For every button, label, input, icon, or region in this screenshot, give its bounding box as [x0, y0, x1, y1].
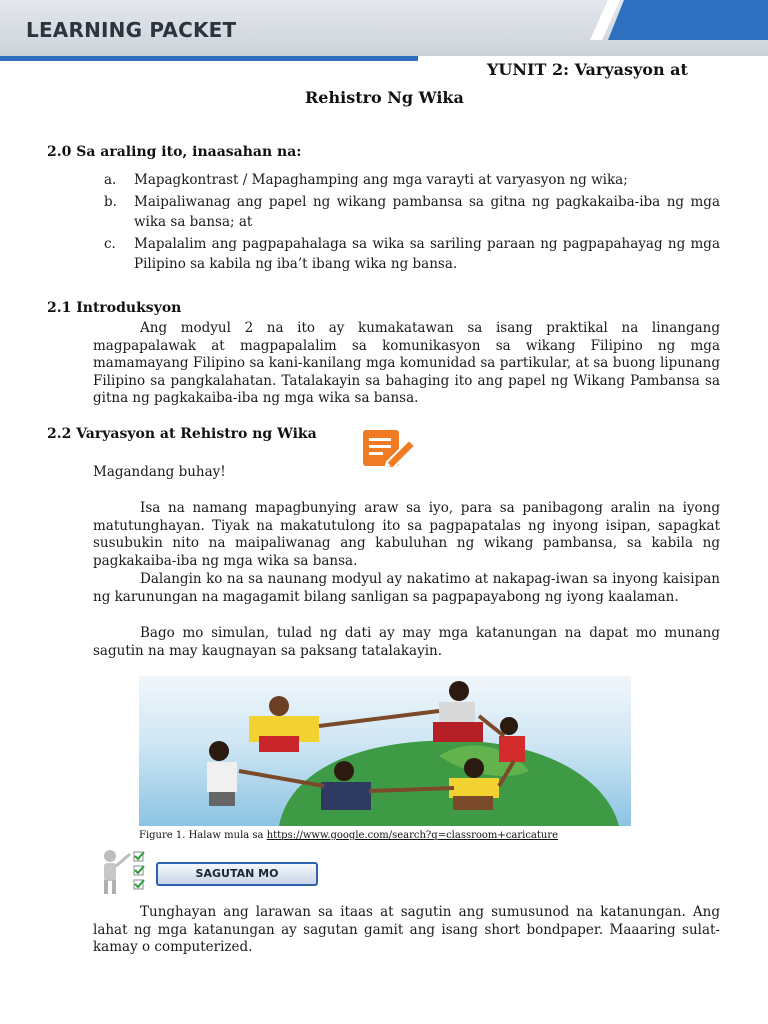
list-item — [104, 234, 720, 274]
list-item — [104, 170, 720, 190]
pencil-note-icon — [361, 428, 417, 468]
sagutan-mo-label: SAGUTAN MO — [156, 862, 318, 886]
greeting: Magandang buhay! — [93, 464, 226, 480]
packet-title: LEARNING PACKET — [26, 18, 237, 42]
checklist-person-icon — [96, 848, 156, 896]
intro-paragraph: Ang modyul 2 na ito ay kumakatawan sa isang praktikal na linangang magpapalawak at magpapalalim sa komunikasyon sa wikang Filipino ng mga mamamayang Filipino sa kani-kanilang mga komunidad sa partikular, at sa buong lipunang Filipino sa pangkalahatan. Tatalakayin sa bahaging ito ang papel ng Wikang Pambansa sa gitna ng pagkakaiba-iba ng mga wika sa bansa. — [93, 320, 720, 406]
header-accent-block — [608, 0, 768, 40]
section-22-heading: 2.2 Varyasyon at Rehistro ng Wika — [47, 426, 317, 442]
section-21-heading: 2.1 Introduksyon — [47, 300, 182, 316]
list-item-text: Mapalalim ang pagpapahalaga sa wika sa sariling paraan ng pagpapahayag ng mga Pilipino sa kabila ng iba’t ibang wika ng bansa. — [134, 236, 720, 272]
unit-title-line2: Rehistro Ng Wika — [305, 88, 464, 107]
closing-paragraph: Tunghayan ang larawan sa itaas at sagutin ang sumusunod na katanungan. Ang lahat ng mga katanungan ay sagutan gamit ang isang short bondpaper. Maaaring sulat-kamay o computerized. — [93, 904, 720, 955]
list-item — [104, 192, 720, 232]
body-paragraph-1: Isa na namang mapagbunying araw sa iyo, para sa panibagong aralin na iyong matutunghayan. Tiyak na makatutulong ito sa pagpapatalas ng inyong isipan, sapagkat susubukin nito na maipaliwanag ang kabuluhan ng wikang pambansa, sa kabila ng pagkakaiba-iba ng mga wika sa bansa. — [93, 500, 720, 569]
list-marker: b. — [104, 194, 117, 210]
body-paragraph-3: Bago mo simulan, tulad ng dati ay may mga katanungan na dapat mo munang sagutin na may kaugnayan sa paksang tatalakayin. — [93, 625, 720, 659]
list-item-text: Mapagkontrast / Mapaghamping ang mga varayti at varyasyon ng wika; — [134, 172, 628, 188]
children-circle-illustration — [139, 676, 631, 826]
unit-title-line1: YUNIT 2: Varyasyon at — [487, 60, 688, 79]
sagutan-mo-banner — [96, 848, 326, 896]
header-underline — [0, 56, 418, 61]
body-paragraph-2: Dalangin ko na sa naunang modyul ay nakatimo at nakapag-iwan sa inyong kaisipan ng karunungan na magagamit bilang sanligan sa pagpapayabong ng iyong kaalaman. — [93, 571, 720, 605]
figure-caption — [139, 830, 558, 841]
section-20-heading: 2.0 Sa araling ito, inaasahan na: — [47, 144, 302, 160]
caption-prefix: Figure 1. Halaw mula sa — [139, 830, 267, 841]
list-item-text: Maipaliwanag ang papel ng wikang pambansa sa gitna ng pagkakaiba-iba ng mga wika sa bansa; at — [134, 194, 720, 230]
objectives-list — [104, 170, 720, 276]
list-marker: c. — [104, 236, 116, 252]
caption-link[interactable]: https://www.google.com/search?q=classroom+caricature — [266, 830, 559, 841]
list-marker: a. — [104, 172, 117, 188]
